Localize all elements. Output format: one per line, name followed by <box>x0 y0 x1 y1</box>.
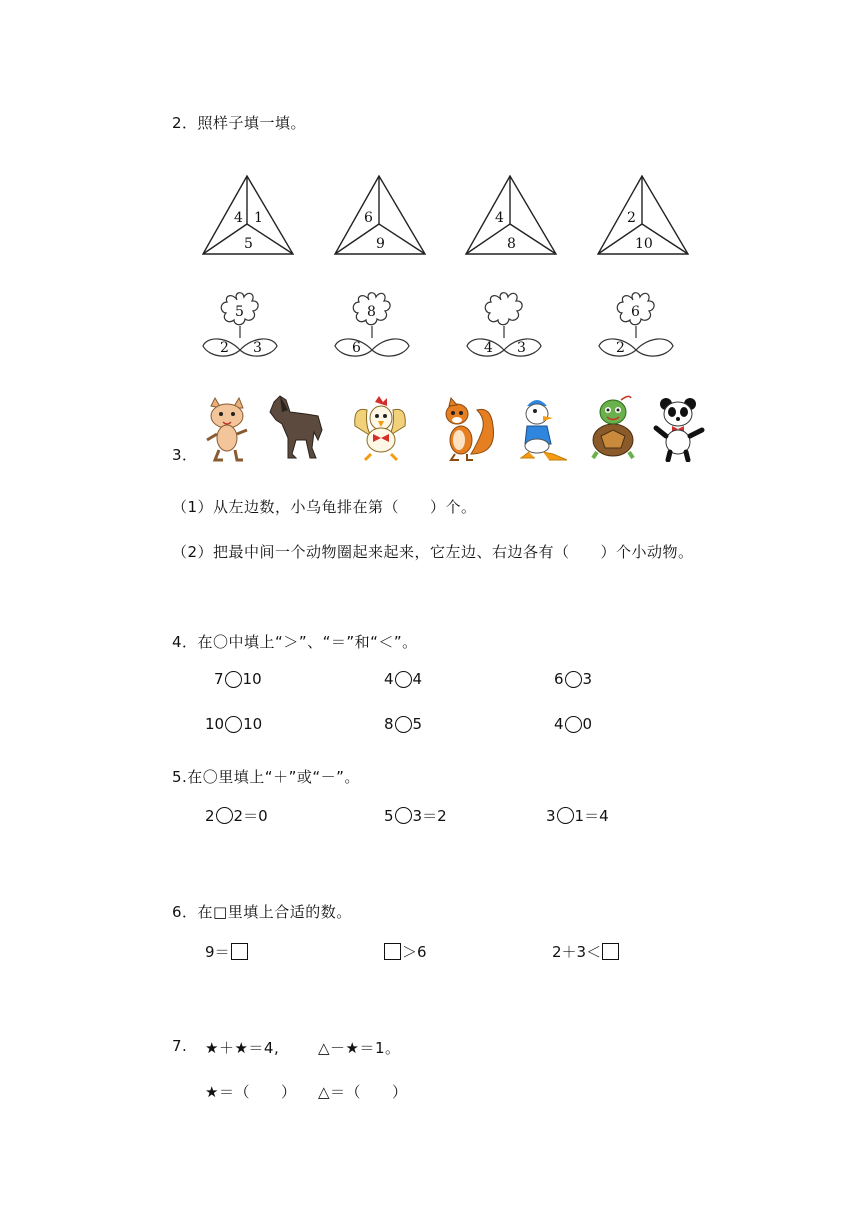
q7-answer-1: ★＝（ ） <box>205 1083 297 1101</box>
flower-4-left: 2 <box>616 340 625 356</box>
flower-3-right: 3 <box>517 340 526 356</box>
q5-item-1: 2 2＝0 <box>205 806 268 825</box>
blank-circle[interactable] <box>216 807 233 824</box>
q4-item-3: 6 3 <box>554 670 593 688</box>
q4-title: 4．在〇中填上“＞”、“＝”和“＜”。 <box>172 633 418 651</box>
blank-circle[interactable] <box>225 716 242 733</box>
q4-item-4: 10 10 <box>205 715 263 733</box>
q7-number: 7. <box>172 1037 188 1055</box>
triangle-2-bottom: 9 <box>376 236 385 252</box>
blank-circle[interactable] <box>395 807 412 824</box>
triangle-3-left: 4 <box>495 210 504 226</box>
turtle-icon <box>585 394 643 460</box>
q6-item-1: 9＝ <box>205 941 249 962</box>
q3-number: 3． <box>172 446 198 464</box>
flower-1-left: 2 <box>220 340 229 356</box>
triangle-1-left: 4 <box>234 210 243 226</box>
duck-icon <box>513 396 571 462</box>
blank-circle[interactable] <box>565 716 582 733</box>
q5-title: 5.在〇里填上“＋”或“－”。 <box>172 768 360 786</box>
blank-circle[interactable] <box>395 671 412 688</box>
flower-2-left: 6 <box>352 340 361 356</box>
flower-4-top: 6 <box>631 304 640 320</box>
q6-title: 6．在□里填上合适的数。 <box>172 903 352 921</box>
triangle-4 <box>598 176 688 254</box>
flower-4 <box>599 293 673 356</box>
horse-icon <box>266 394 324 460</box>
q6-item-2: ＞6 <box>383 941 427 962</box>
flower-1-top: 5 <box>235 304 244 320</box>
q3-sub1: （1）从左边数，小乌龟排在第（ ）个。 <box>172 498 477 516</box>
triangle-row <box>195 168 715 263</box>
flower-2-top: 8 <box>367 304 376 320</box>
blank-circle[interactable] <box>565 671 582 688</box>
flower-1-right: 3 <box>253 340 262 356</box>
triangle-1-right: 1 <box>254 210 263 226</box>
triangle-4-left: 2 <box>627 210 636 226</box>
q3-sub2: （2）把最中间一个动物圈起来起来，它左边、右边各有（ ）个小动物。 <box>172 543 694 561</box>
blank-circle[interactable] <box>225 671 242 688</box>
q6-item-3: 2＋3＜ <box>552 941 620 962</box>
triangle-3-bottom: 8 <box>507 236 516 252</box>
flower-3 <box>467 293 541 356</box>
blank-square[interactable] <box>384 943 401 960</box>
q4-item-2: 4 4 <box>384 670 423 688</box>
rooster-icon <box>351 396 409 462</box>
q4-item-6: 4 0 <box>554 715 593 733</box>
q7-equation-2: △－★＝1。 <box>318 1039 401 1057</box>
q5-item-2: 5 3＝2 <box>384 806 447 825</box>
blank-square[interactable] <box>231 943 248 960</box>
flower-row <box>195 288 715 363</box>
cat-icon <box>197 396 255 462</box>
q4-item-1: 7 10 <box>214 670 262 688</box>
panda-icon <box>652 396 710 462</box>
q7-answer-2: △＝（ ） <box>318 1083 408 1101</box>
flower-2 <box>335 293 409 356</box>
q2-title: 2．照样子填一填。 <box>172 114 307 132</box>
q4-item-5: 8 5 <box>384 715 423 733</box>
flower-3-left: 4 <box>484 340 493 356</box>
q5-item-3: 3 1＝4 <box>546 806 609 825</box>
squirrel-icon <box>437 396 495 462</box>
triangle-2 <box>335 176 425 254</box>
blank-circle[interactable] <box>557 807 574 824</box>
blank-square[interactable] <box>602 943 619 960</box>
triangle-4-bottom: 10 <box>635 236 653 252</box>
flower-1 <box>203 293 277 356</box>
blank-circle[interactable] <box>395 716 412 733</box>
q7-equation-1: ★＋★＝4, <box>205 1039 280 1057</box>
triangle-2-left: 6 <box>364 210 373 226</box>
triangle-1 <box>203 176 293 254</box>
triangle-1-bottom: 5 <box>244 236 253 252</box>
triangle-3 <box>466 176 556 254</box>
